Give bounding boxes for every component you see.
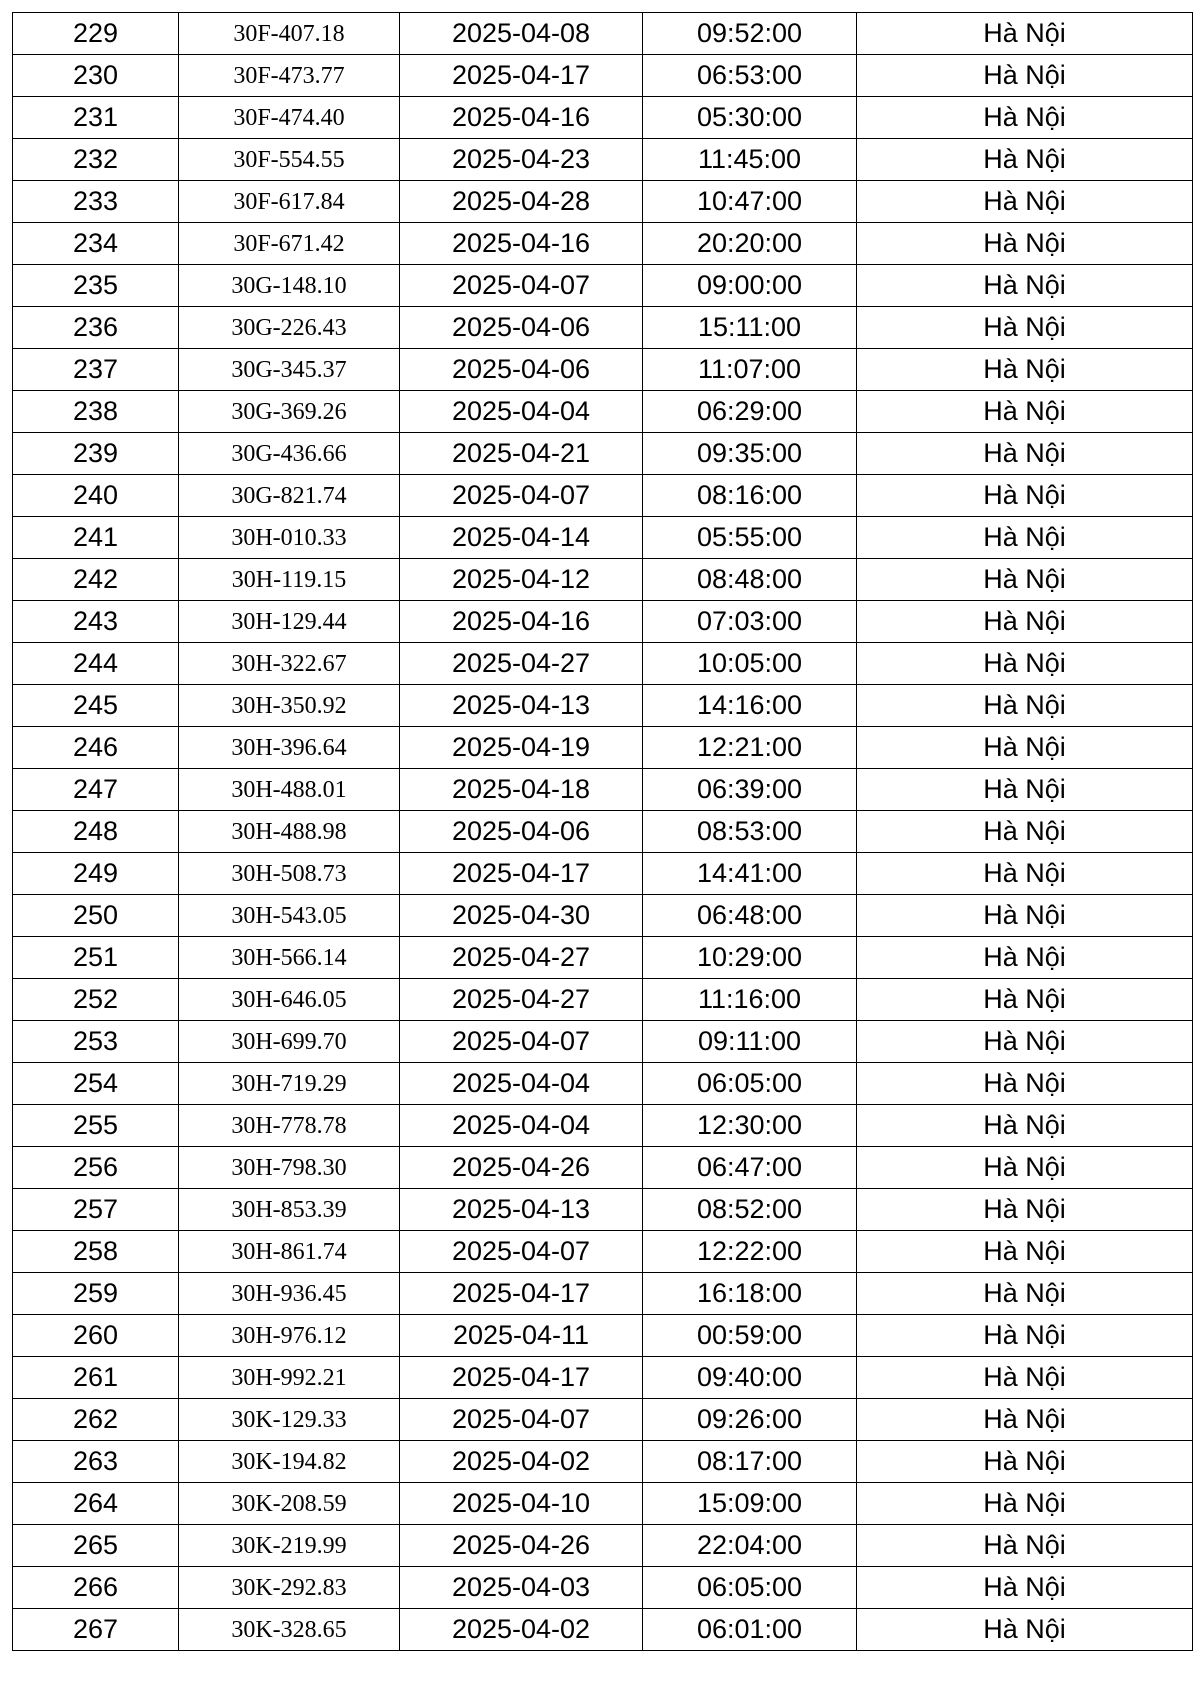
row-number-cell: 229 <box>13 13 179 55</box>
license-plate-cell: 30H-119.15 <box>179 559 400 601</box>
table-row <box>13 643 1193 685</box>
row-number-cell: 253 <box>13 1021 179 1063</box>
date-cell: 2025-04-26 <box>400 1147 643 1189</box>
time-cell: 06:47:00 <box>643 1147 857 1189</box>
license-plate-cell: 30H-129.44 <box>179 601 400 643</box>
location-cell: Hà Nội <box>857 1315 1193 1357</box>
license-plate-cell: 30F-617.84 <box>179 181 400 223</box>
row-number-cell: 244 <box>13 643 179 685</box>
table-row <box>13 307 1193 349</box>
time-cell: 15:09:00 <box>643 1483 857 1525</box>
table-row <box>13 517 1193 559</box>
date-cell: 2025-04-17 <box>400 1357 643 1399</box>
date-cell: 2025-04-27 <box>400 937 643 979</box>
location-cell: Hà Nội <box>857 139 1193 181</box>
location-cell: Hà Nội <box>857 643 1193 685</box>
time-cell: 06:53:00 <box>643 55 857 97</box>
row-number-cell: 242 <box>13 559 179 601</box>
date-cell: 2025-04-14 <box>400 517 643 559</box>
row-number-cell: 265 <box>13 1525 179 1567</box>
time-cell: 16:18:00 <box>643 1273 857 1315</box>
location-cell: Hà Nội <box>857 937 1193 979</box>
table-row <box>13 1063 1193 1105</box>
row-number-cell: 239 <box>13 433 179 475</box>
license-plate-cell: 30H-543.05 <box>179 895 400 937</box>
date-cell: 2025-04-02 <box>400 1441 643 1483</box>
time-cell: 08:53:00 <box>643 811 857 853</box>
license-plate-cell: 30F-474.40 <box>179 97 400 139</box>
license-plate-cell: 30F-671.42 <box>179 223 400 265</box>
row-number-cell: 241 <box>13 517 179 559</box>
table-row <box>13 1273 1193 1315</box>
date-cell: 2025-04-27 <box>400 979 643 1021</box>
table-row <box>13 1357 1193 1399</box>
license-plate-cell: 30H-396.64 <box>179 727 400 769</box>
time-cell: 08:52:00 <box>643 1189 857 1231</box>
date-cell: 2025-04-10 <box>400 1483 643 1525</box>
date-cell: 2025-04-30 <box>400 895 643 937</box>
date-cell: 2025-04-07 <box>400 265 643 307</box>
row-number-cell: 234 <box>13 223 179 265</box>
location-cell: Hà Nội <box>857 55 1193 97</box>
location-cell: Hà Nội <box>857 1231 1193 1273</box>
date-cell: 2025-04-12 <box>400 559 643 601</box>
table-row <box>13 1483 1193 1525</box>
row-number-cell: 238 <box>13 391 179 433</box>
location-cell: Hà Nội <box>857 1189 1193 1231</box>
time-cell: 11:45:00 <box>643 139 857 181</box>
table-row <box>13 1231 1193 1273</box>
row-number-cell: 256 <box>13 1147 179 1189</box>
table-row <box>13 1441 1193 1483</box>
row-number-cell: 237 <box>13 349 179 391</box>
date-cell: 2025-04-04 <box>400 391 643 433</box>
table-row <box>13 55 1193 97</box>
time-cell: 06:05:00 <box>643 1063 857 1105</box>
row-number-cell: 252 <box>13 979 179 1021</box>
location-cell: Hà Nội <box>857 1147 1193 1189</box>
time-cell: 06:39:00 <box>643 769 857 811</box>
date-cell: 2025-04-16 <box>400 97 643 139</box>
location-cell: Hà Nội <box>857 1609 1193 1651</box>
date-cell: 2025-04-17 <box>400 55 643 97</box>
table-row <box>13 181 1193 223</box>
location-cell: Hà Nội <box>857 433 1193 475</box>
date-cell: 2025-04-21 <box>400 433 643 475</box>
date-cell: 2025-04-19 <box>400 727 643 769</box>
location-cell: Hà Nội <box>857 895 1193 937</box>
date-cell: 2025-04-02 <box>400 1609 643 1651</box>
location-cell: Hà Nội <box>857 1021 1193 1063</box>
table-row <box>13 433 1193 475</box>
license-plate-cell: 30H-719.29 <box>179 1063 400 1105</box>
date-cell: 2025-04-13 <box>400 1189 643 1231</box>
row-number-cell: 243 <box>13 601 179 643</box>
date-cell: 2025-04-06 <box>400 349 643 391</box>
table-row <box>13 265 1193 307</box>
row-number-cell: 232 <box>13 139 179 181</box>
table-row <box>13 391 1193 433</box>
license-plate-cell: 30H-646.05 <box>179 979 400 1021</box>
date-cell: 2025-04-04 <box>400 1105 643 1147</box>
row-number-cell: 245 <box>13 685 179 727</box>
row-number-cell: 236 <box>13 307 179 349</box>
row-number-cell: 259 <box>13 1273 179 1315</box>
date-cell: 2025-04-08 <box>400 13 643 55</box>
date-cell: 2025-04-18 <box>400 769 643 811</box>
location-cell: Hà Nội <box>857 13 1193 55</box>
location-cell: Hà Nội <box>857 223 1193 265</box>
license-plate-cell: 30H-992.21 <box>179 1357 400 1399</box>
table-row <box>13 685 1193 727</box>
row-number-cell: 257 <box>13 1189 179 1231</box>
license-plate-cell: 30G-821.74 <box>179 475 400 517</box>
location-cell: Hà Nội <box>857 307 1193 349</box>
time-cell: 12:22:00 <box>643 1231 857 1273</box>
table-row <box>13 769 1193 811</box>
table-body <box>13 13 1193 1651</box>
location-cell: Hà Nội <box>857 1357 1193 1399</box>
license-plate-cell: 30F-407.18 <box>179 13 400 55</box>
time-cell: 22:04:00 <box>643 1525 857 1567</box>
location-cell: Hà Nội <box>857 1441 1193 1483</box>
location-cell: Hà Nội <box>857 727 1193 769</box>
table-row <box>13 97 1193 139</box>
row-number-cell: 267 <box>13 1609 179 1651</box>
license-plate-cell: 30G-148.10 <box>179 265 400 307</box>
table-row <box>13 1021 1193 1063</box>
license-plate-cell: 30H-566.14 <box>179 937 400 979</box>
license-plate-cell: 30H-488.01 <box>179 769 400 811</box>
time-cell: 15:11:00 <box>643 307 857 349</box>
license-plate-cell: 30H-798.30 <box>179 1147 400 1189</box>
date-cell: 2025-04-07 <box>400 475 643 517</box>
row-number-cell: 263 <box>13 1441 179 1483</box>
date-cell: 2025-04-04 <box>400 1063 643 1105</box>
row-number-cell: 240 <box>13 475 179 517</box>
date-cell: 2025-04-28 <box>400 181 643 223</box>
time-cell: 14:16:00 <box>643 685 857 727</box>
license-plate-cell: 30H-010.33 <box>179 517 400 559</box>
license-plate-cell: 30H-699.70 <box>179 1021 400 1063</box>
table-row <box>13 1567 1193 1609</box>
row-number-cell: 231 <box>13 97 179 139</box>
table-row <box>13 1147 1193 1189</box>
table-row <box>13 1609 1193 1651</box>
table-row <box>13 349 1193 391</box>
license-plate-cell: 30G-369.26 <box>179 391 400 433</box>
date-cell: 2025-04-13 <box>400 685 643 727</box>
license-plate-cell: 30H-508.73 <box>179 853 400 895</box>
time-cell: 12:21:00 <box>643 727 857 769</box>
table-row <box>13 13 1193 55</box>
time-cell: 09:35:00 <box>643 433 857 475</box>
location-cell: Hà Nội <box>857 1525 1193 1567</box>
time-cell: 05:55:00 <box>643 517 857 559</box>
row-number-cell: 262 <box>13 1399 179 1441</box>
table-row <box>13 1315 1193 1357</box>
location-cell: Hà Nội <box>857 1063 1193 1105</box>
row-number-cell: 248 <box>13 811 179 853</box>
license-plate-cell: 30K-194.82 <box>179 1441 400 1483</box>
table-row <box>13 979 1193 1021</box>
row-number-cell: 250 <box>13 895 179 937</box>
license-plate-cell: 30K-129.33 <box>179 1399 400 1441</box>
row-number-cell: 233 <box>13 181 179 223</box>
table-row <box>13 1105 1193 1147</box>
row-number-cell: 254 <box>13 1063 179 1105</box>
location-cell: Hà Nội <box>857 601 1193 643</box>
time-cell: 09:11:00 <box>643 1021 857 1063</box>
time-cell: 06:05:00 <box>643 1567 857 1609</box>
table-row <box>13 895 1193 937</box>
location-cell: Hà Nội <box>857 853 1193 895</box>
license-plate-cell: 30K-219.99 <box>179 1525 400 1567</box>
license-plate-cell: 30G-436.66 <box>179 433 400 475</box>
date-cell: 2025-04-03 <box>400 1567 643 1609</box>
time-cell: 11:16:00 <box>643 979 857 1021</box>
location-cell: Hà Nội <box>857 391 1193 433</box>
table-row <box>13 811 1193 853</box>
license-plate-cell: 30F-473.77 <box>179 55 400 97</box>
location-cell: Hà Nội <box>857 1273 1193 1315</box>
license-plate-cell: 30H-861.74 <box>179 1231 400 1273</box>
time-cell: 12:30:00 <box>643 1105 857 1147</box>
location-cell: Hà Nội <box>857 979 1193 1021</box>
date-cell: 2025-04-07 <box>400 1231 643 1273</box>
location-cell: Hà Nội <box>857 475 1193 517</box>
date-cell: 2025-04-16 <box>400 601 643 643</box>
license-plate-cell: 30K-208.59 <box>179 1483 400 1525</box>
table-row <box>13 559 1193 601</box>
location-cell: Hà Nội <box>857 97 1193 139</box>
row-number-cell: 266 <box>13 1567 179 1609</box>
time-cell: 06:48:00 <box>643 895 857 937</box>
row-number-cell: 264 <box>13 1483 179 1525</box>
license-plate-cell: 30H-488.98 <box>179 811 400 853</box>
table-row <box>13 475 1193 517</box>
date-cell: 2025-04-16 <box>400 223 643 265</box>
license-plate-cell: 30H-350.92 <box>179 685 400 727</box>
table-row <box>13 139 1193 181</box>
time-cell: 00:59:00 <box>643 1315 857 1357</box>
license-plate-cell: 30H-976.12 <box>179 1315 400 1357</box>
location-cell: Hà Nội <box>857 1567 1193 1609</box>
row-number-cell: 258 <box>13 1231 179 1273</box>
time-cell: 09:26:00 <box>643 1399 857 1441</box>
license-plate-cell: 30H-936.45 <box>179 1273 400 1315</box>
location-cell: Hà Nội <box>857 181 1193 223</box>
date-cell: 2025-04-27 <box>400 643 643 685</box>
date-cell: 2025-04-26 <box>400 1525 643 1567</box>
table-row <box>13 223 1193 265</box>
table-row <box>13 937 1193 979</box>
location-cell: Hà Nội <box>857 1105 1193 1147</box>
license-plate-cell: 30F-554.55 <box>179 139 400 181</box>
location-cell: Hà Nội <box>857 265 1193 307</box>
license-plate-cell: 30H-322.67 <box>179 643 400 685</box>
time-cell: 09:40:00 <box>643 1357 857 1399</box>
row-number-cell: 260 <box>13 1315 179 1357</box>
row-number-cell: 230 <box>13 55 179 97</box>
date-cell: 2025-04-11 <box>400 1315 643 1357</box>
time-cell: 08:48:00 <box>643 559 857 601</box>
row-number-cell: 255 <box>13 1105 179 1147</box>
time-cell: 07:03:00 <box>643 601 857 643</box>
date-cell: 2025-04-06 <box>400 811 643 853</box>
time-cell: 09:00:00 <box>643 265 857 307</box>
time-cell: 11:07:00 <box>643 349 857 391</box>
row-number-cell: 261 <box>13 1357 179 1399</box>
table-row <box>13 853 1193 895</box>
location-cell: Hà Nội <box>857 349 1193 391</box>
location-cell: Hà Nội <box>857 517 1193 559</box>
row-number-cell: 247 <box>13 769 179 811</box>
row-number-cell: 235 <box>13 265 179 307</box>
table-row <box>13 1399 1193 1441</box>
date-cell: 2025-04-17 <box>400 1273 643 1315</box>
time-cell: 10:29:00 <box>643 937 857 979</box>
violations-table <box>12 12 1193 1651</box>
table-row <box>13 727 1193 769</box>
license-plate-cell: 30H-778.78 <box>179 1105 400 1147</box>
date-cell: 2025-04-17 <box>400 853 643 895</box>
date-cell: 2025-04-06 <box>400 307 643 349</box>
time-cell: 20:20:00 <box>643 223 857 265</box>
location-cell: Hà Nội <box>857 559 1193 601</box>
time-cell: 10:47:00 <box>643 181 857 223</box>
table-row <box>13 1189 1193 1231</box>
row-number-cell: 246 <box>13 727 179 769</box>
time-cell: 09:52:00 <box>643 13 857 55</box>
location-cell: Hà Nội <box>857 769 1193 811</box>
date-cell: 2025-04-23 <box>400 139 643 181</box>
time-cell: 08:16:00 <box>643 475 857 517</box>
location-cell: Hà Nội <box>857 1483 1193 1525</box>
time-cell: 08:17:00 <box>643 1441 857 1483</box>
row-number-cell: 251 <box>13 937 179 979</box>
time-cell: 10:05:00 <box>643 643 857 685</box>
license-plate-cell: 30G-345.37 <box>179 349 400 391</box>
license-plate-cell: 30H-853.39 <box>179 1189 400 1231</box>
time-cell: 14:41:00 <box>643 853 857 895</box>
time-cell: 06:29:00 <box>643 391 857 433</box>
location-cell: Hà Nội <box>857 811 1193 853</box>
location-cell: Hà Nội <box>857 1399 1193 1441</box>
table-row <box>13 601 1193 643</box>
table-row <box>13 1525 1193 1567</box>
date-cell: 2025-04-07 <box>400 1021 643 1063</box>
time-cell: 06:01:00 <box>643 1609 857 1651</box>
license-plate-cell: 30K-292.83 <box>179 1567 400 1609</box>
row-number-cell: 249 <box>13 853 179 895</box>
date-cell: 2025-04-07 <box>400 1399 643 1441</box>
license-plate-cell: 30G-226.43 <box>179 307 400 349</box>
license-plate-cell: 30K-328.65 <box>179 1609 400 1651</box>
time-cell: 05:30:00 <box>643 97 857 139</box>
location-cell: Hà Nội <box>857 685 1193 727</box>
